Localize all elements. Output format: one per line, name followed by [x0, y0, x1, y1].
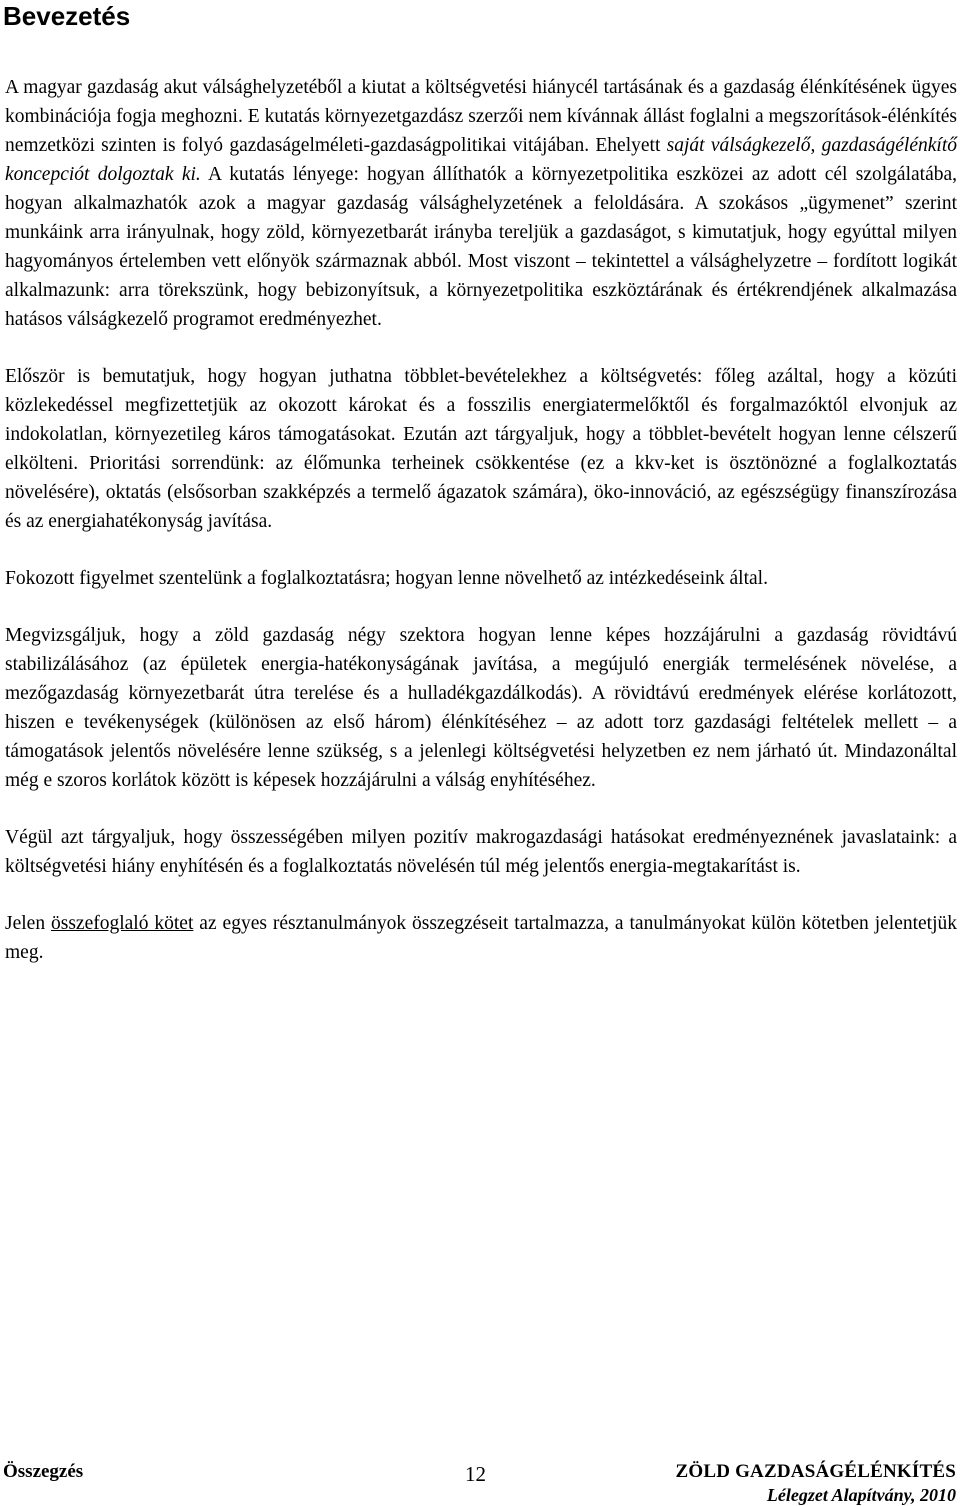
- paragraph-intro-text-a: A magyar gazdaság akut válsághelyzetéből a kiutat a költségvetési hiánycél tartásának és a gazdaság élénkítésének ügyes kombinációja fogja meghozni. E kutatás környezetgazdász szerzői nem kívánnak állást foglalni a megszorítások-élénkítés nemzetközi szinten is folyó gazdaságelméleti-gazdaságpolitikai vitájában. Ehelyett: [5, 77, 957, 156]
- paragraph-volume-note: [5, 909, 957, 967]
- body-text: [5, 73, 957, 995]
- paragraph-intro-text-b: A kutatás lényege: hogyan állíthatók a környezetpolitika eszközei az adott cél szolgálatába, hogyan alkalmazhatók azok a magyar gazdaság válsághelyzetének a feloldására. A szokásos „ügymenet” szerint munkáink arra irányulnak, hogy zöld, környezetbarát irányba tereljük a gazdaságot, s kimutatjuk, hogy egyúttal milyen hagyományos értelemben vett előnyök származnak abból. Most viszont – tekintettel a válsághelyzetre – fordított logikát alkalmazunk: arra törekszünk, hogy bebizonyítsuk, a környezetpolitika eszköztárának és értékrendjének alkalmazása hatásos válságkezelő programot eredményezhet.: [5, 164, 958, 330]
- paragraph-volume-text-a: Jelen: [5, 913, 51, 934]
- footer-section-label: Összegzés: [3, 1461, 84, 1482]
- section-heading: Bevezetés: [3, 1, 131, 31]
- paragraph-intro-italic: saját válságkezelő, gazdaságélénkítő koncepciót dolgoztak ki.: [5, 135, 957, 185]
- page-number: 12: [465, 1462, 486, 1486]
- paragraph-employment: Fokozott figyelmet szentelünk a foglalkoztatásra; hogyan lenne növelhető az intézkedéseink által.: [5, 568, 768, 589]
- paragraph-intro: [5, 73, 957, 334]
- paragraph-revenue: Először is bemutatjuk, hogy hogyan juthatna többlet-bevételekhez a költségvetés: főleg azáltal, hogy a közúti közlekedéssel megfizettetjük az okozott károkat és a fosszilis energiatermelőktől és forgalmazóktól elvonjuk az indokolatlan, környezetileg káros támogatásokat. Ezután azt tárgyaljuk, hogy a többlet-bevételt hogyan lenne célszerű elkölteni. Prioritási sorrendünk: az élőmunka terheinek csökkentése (ez a kkv-ket is ösztönözné a foglalkoztatás növelésére), oktatás (elsősorban szakképzés a termelő ágazatok számára), öko-innováció, az egészségügy finanszírozása és az energiahatékonyság javítása.: [5, 366, 957, 532]
- page-footer: [0, 1458, 960, 1505]
- footer-publisher: Lélegzet Alapítvány, 2010: [766, 1485, 956, 1505]
- footer-publication-title: ZÖLD GAZDASÁGÉLÉNKÍTÉS: [675, 1461, 956, 1482]
- paragraph-volume-text-b: az egyes résztanulmányok összegzéseit tartalmazza, a tanulmányokat külön kötetben jelentetjük meg.: [5, 913, 958, 963]
- summary-volume-link: összefoglaló kötet: [51, 913, 194, 934]
- paragraph-macro-effects: Végül azt tárgyaljuk, hogy összességében milyen pozitív makrogazdasági hatásokat eredményeznének javaslataink: a költségvetési hiány enyhítésén és a foglalkoztatás növelésén túl még jelentős energia-megtakarítást is.: [5, 827, 957, 877]
- paragraph-green-sectors: Megvizsgáljuk, hogy a zöld gazdaság négy szektora hogyan lenne képes hozzájárulni a gazdaság rövidtávú stabilizálásához (az épületek energia-hatékonyságának javítása, a megújuló energiák termelésének növelése, a mezőgazdaság környezetbarát útra terelése és a hulladékgazdálkodás). A rövidtávú eredmények elérése korlátozott, hiszen e tevékenységek (különösen az első három) élénkítéséhez – az adott torz gazdasági feltételek mellett – a támogatások jelentős növelésére lenne szükség, s a jelenlegi költségvetési helyzetben ez nem járható út. Mindazonáltal még e szoros korlátok között is képesek hozzájárulni a válság enyhítéséhez.: [5, 625, 957, 791]
